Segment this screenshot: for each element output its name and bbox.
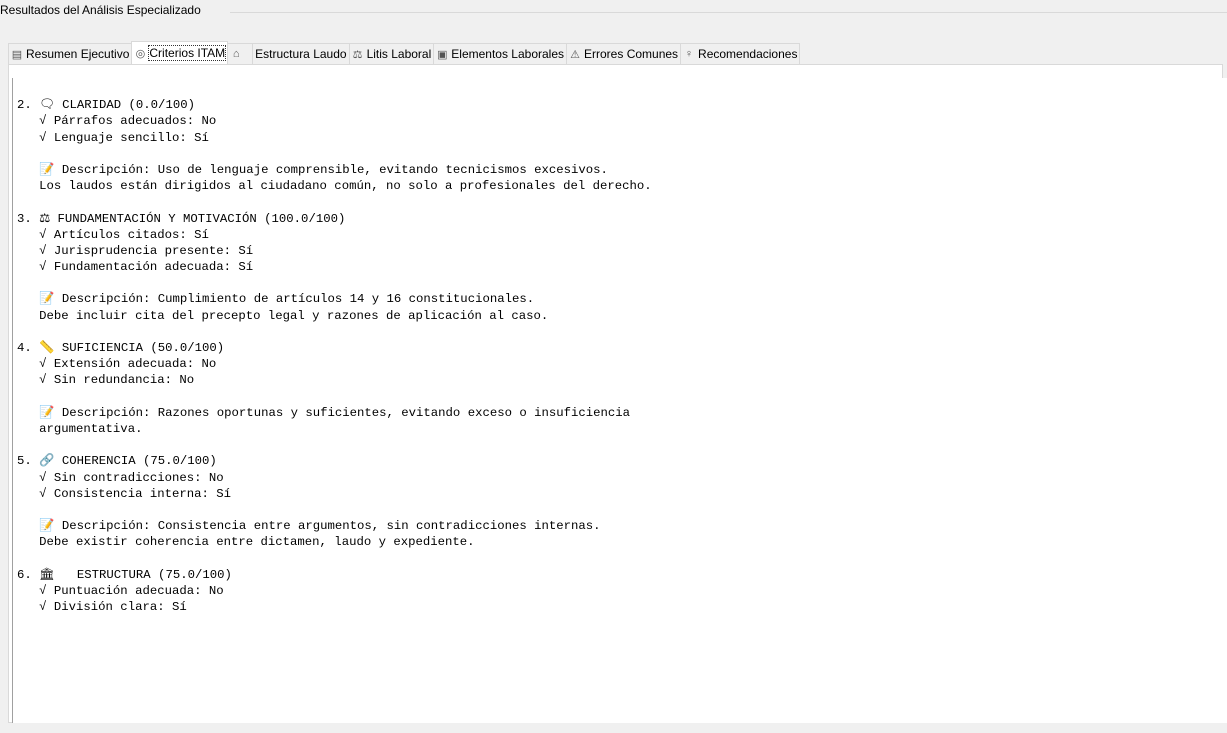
tab-label: Recomendaciones bbox=[698, 47, 798, 61]
check-item: √ Artículos citados: Sí bbox=[17, 227, 209, 242]
check-item: √ Puntuación adecuada: No bbox=[17, 583, 224, 598]
description-line: Los laudos están dirigidos al ciudadano común, no solo a profesionales del derecho. bbox=[17, 179, 652, 194]
window-bottom-strip bbox=[0, 723, 1227, 733]
tab-icon-only[interactable] bbox=[227, 43, 253, 64]
building-icon: ⌂ bbox=[232, 48, 240, 60]
description-line: 📝 Descripción: Cumplimiento de artículos 14 y 16 constitucionales. bbox=[17, 292, 535, 307]
description-line: argumentativa. bbox=[17, 421, 143, 436]
tab-errores-comunes[interactable] bbox=[566, 43, 681, 64]
tab-recomendaciones[interactable] bbox=[680, 43, 800, 64]
report-text-area[interactable] bbox=[12, 78, 1227, 723]
check-item: √ División clara: Sí bbox=[17, 600, 187, 615]
tab-resumen-ejecutivo[interactable] bbox=[8, 43, 132, 64]
section-heading-claridad: 2. 🗨 CLARIDAD (0.0/100) bbox=[17, 98, 195, 113]
tab-litis-laboral[interactable] bbox=[349, 43, 435, 64]
group-title: Resultados del Análisis Especializado bbox=[0, 3, 205, 17]
tab-bar bbox=[8, 42, 799, 64]
lightbulb-icon: ♀ bbox=[684, 48, 694, 60]
scales-icon: ⚖ bbox=[352, 48, 363, 61]
check-item: √ Sin redundancia: No bbox=[17, 373, 195, 388]
criteria-icon: ◎ bbox=[135, 47, 146, 60]
section-heading-coherencia: 5. 🔗 COHERENCIA (75.0/100) bbox=[17, 454, 217, 469]
description-line: 📝 Descripción: Consistencia entre argumentos, sin contradicciones internas. bbox=[17, 519, 601, 534]
tab-label: Litis Laboral bbox=[366, 47, 432, 61]
tab-label: Resumen Ejecutivo bbox=[26, 47, 130, 61]
tab-label: Elementos Laborales bbox=[451, 47, 565, 61]
warning-icon: ⚠ bbox=[570, 48, 580, 61]
tab-label: Estructura Laudo bbox=[255, 47, 347, 61]
description-line: Debe existir coherencia entre dictamen, laudo y expediente. bbox=[17, 535, 475, 550]
tab-label: Errores Comunes bbox=[584, 47, 679, 61]
tab-label: Criterios ITAM bbox=[149, 46, 226, 60]
tab-criterios-itam[interactable] bbox=[131, 41, 228, 64]
description-line: 📝 Descripción: Uso de lenguaje comprensible, evitando tecnicismos excesivos. bbox=[17, 162, 608, 177]
check-item: √ Párrafos adecuados: No bbox=[17, 114, 217, 129]
check-item: √ Lenguaje sencillo: Sí bbox=[17, 130, 209, 145]
section-heading-suficiencia: 4. 📏 SUFICIENCIA (50.0/100) bbox=[17, 341, 225, 356]
briefcase-icon: ▣ bbox=[437, 48, 448, 61]
tab-elementos-laborales[interactable] bbox=[433, 43, 567, 64]
check-item: √ Fundamentación adecuada: Sí bbox=[17, 260, 254, 275]
section-heading-estructura: 6. 🏛 ESTRUCTURA (75.0/100) bbox=[17, 567, 232, 582]
tab-estructura-laudo[interactable] bbox=[252, 43, 349, 64]
description-line: 📝 Descripción: Razones oportunas y suficientes, evitando exceso o insuficiencia bbox=[17, 405, 631, 420]
check-item: √ Extensión adecuada: No bbox=[17, 357, 217, 372]
check-item: √ Jurisprudencia presente: Sí bbox=[17, 243, 254, 258]
section-heading-fundamentacion: 3. ⚖ FUNDAMENTACIÓN Y MOTIVACIÓN (100.0/100) bbox=[17, 211, 346, 226]
summary-icon: ▤ bbox=[11, 48, 23, 61]
check-item: √ Consistencia interna: Sí bbox=[17, 486, 232, 501]
group-border bbox=[230, 12, 1227, 13]
description-line: Debe incluir cita del precepto legal y razones de aplicación al caso. bbox=[17, 308, 549, 323]
check-item: √ Sin contradicciones: No bbox=[17, 470, 224, 485]
